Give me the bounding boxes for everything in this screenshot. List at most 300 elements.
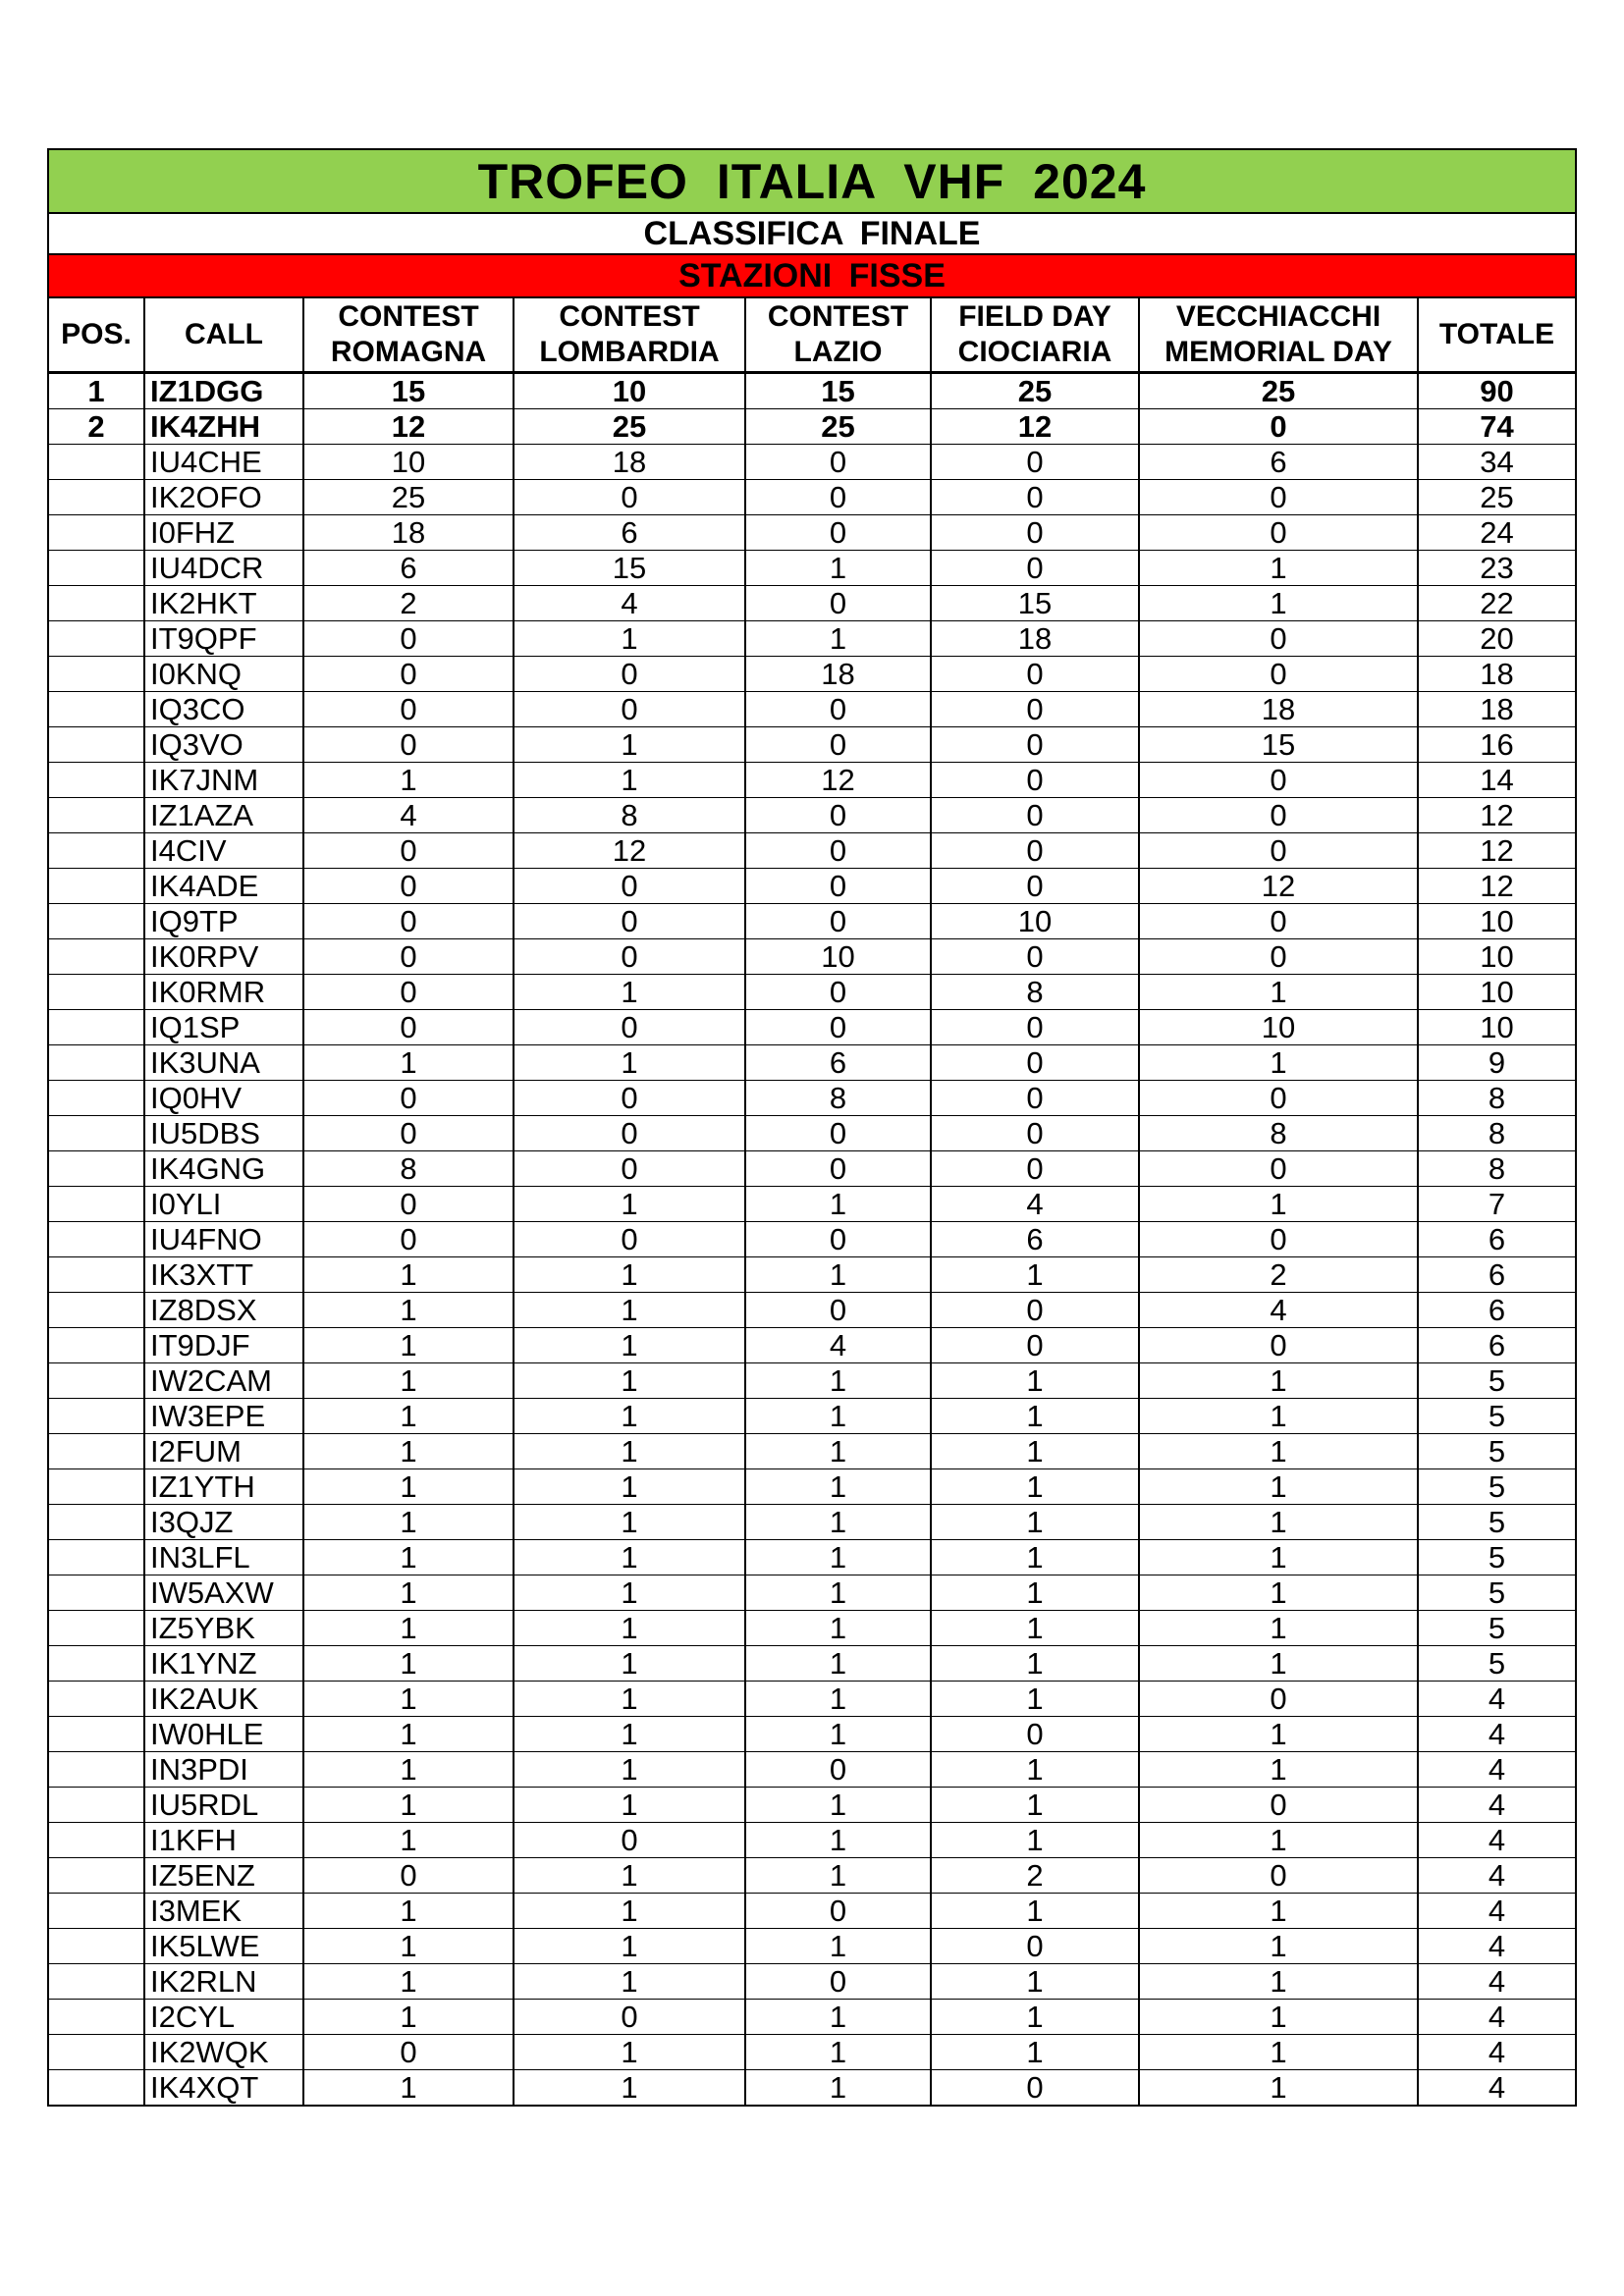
- score-vecchiacchi: 0: [1139, 1151, 1418, 1187]
- table-row: [49, 2000, 1575, 2035]
- score-lombardia: 1: [514, 2035, 745, 2070]
- call-cell: IK2HKT: [144, 586, 303, 621]
- table-row: [49, 975, 1575, 1010]
- score-vecchiacchi: 0: [1139, 657, 1418, 692]
- score-vecchiacchi: 18: [1139, 692, 1418, 727]
- score-ciociaria: 0: [931, 727, 1139, 763]
- score-vecchiacchi: 0: [1139, 833, 1418, 869]
- total-cell: 4: [1418, 2035, 1575, 2070]
- score-lazio: 25: [745, 409, 931, 445]
- score-vecchiacchi: 1: [1139, 1399, 1418, 1434]
- score-ciociaria: 0: [931, 939, 1139, 975]
- total-cell: 74: [1418, 409, 1575, 445]
- table-row: [49, 2035, 1575, 2070]
- call-cell: I2FUM: [144, 1434, 303, 1469]
- score-lazio: 0: [745, 1010, 931, 1045]
- score-lazio: 0: [745, 692, 931, 727]
- score-romagna: 1: [303, 1682, 514, 1717]
- pos-cell: [49, 1611, 144, 1646]
- pos-cell: [49, 692, 144, 727]
- table-row: [49, 1752, 1575, 1788]
- total-cell: 25: [1418, 480, 1575, 515]
- table-row: [49, 1646, 1575, 1682]
- score-vecchiacchi: 6: [1139, 445, 1418, 480]
- total-cell: 8: [1418, 1151, 1575, 1187]
- score-ciociaria: 0: [931, 833, 1139, 869]
- pos-cell: [49, 1399, 144, 1434]
- call-cell: IK0RMR: [144, 975, 303, 1010]
- call-cell: IQ3VO: [144, 727, 303, 763]
- table-row: [49, 586, 1575, 621]
- score-lombardia: 0: [514, 1116, 745, 1151]
- score-ciociaria: 6: [931, 1222, 1139, 1257]
- score-romagna: 0: [303, 1187, 514, 1222]
- table-row: [49, 1328, 1575, 1363]
- call-cell: I2CYL: [144, 2000, 303, 2035]
- table-row: [49, 1894, 1575, 1929]
- score-vecchiacchi: 1: [1139, 1752, 1418, 1788]
- call-cell: IK2AUK: [144, 1682, 303, 1717]
- score-vecchiacchi: 0: [1139, 1222, 1418, 1257]
- table-row: [49, 1964, 1575, 2000]
- score-ciociaria: 18: [931, 621, 1139, 657]
- pos-cell: [49, 1151, 144, 1187]
- score-ciociaria: 0: [931, 869, 1139, 904]
- table-row: [49, 480, 1575, 515]
- total-cell: 6: [1418, 1257, 1575, 1293]
- header-field-day-ciociaria: [931, 298, 1139, 373]
- page-subtitle: CLASSIFICA FINALE: [49, 214, 1575, 255]
- score-ciociaria: 0: [931, 445, 1139, 480]
- score-ciociaria: 1: [931, 1894, 1139, 1929]
- score-vecchiacchi: 1: [1139, 1434, 1418, 1469]
- score-vecchiacchi: 0: [1139, 939, 1418, 975]
- score-romagna: 0: [303, 727, 514, 763]
- score-ciociaria: 0: [931, 515, 1139, 551]
- score-romagna: 0: [303, 621, 514, 657]
- header-line: ROMAGNA: [330, 336, 487, 368]
- score-lazio: 0: [745, 975, 931, 1010]
- score-lombardia: 15: [514, 551, 745, 586]
- score-romagna: 0: [303, 1010, 514, 1045]
- score-romagna: 1: [303, 2000, 514, 2035]
- total-cell: 16: [1418, 727, 1575, 763]
- call-cell: IU4FNO: [144, 1222, 303, 1257]
- score-lazio: 1: [745, 1187, 931, 1222]
- score-lazio: 0: [745, 1116, 931, 1151]
- score-lombardia: 0: [514, 480, 745, 515]
- score-ciociaria: 1: [931, 1682, 1139, 1717]
- score-ciociaria: 1: [931, 1646, 1139, 1682]
- header-row: [49, 298, 1575, 373]
- table-row: [49, 2070, 1575, 2106]
- call-cell: IW0HLE: [144, 1717, 303, 1752]
- score-lombardia: 0: [514, 692, 745, 727]
- call-cell: IQ0HV: [144, 1081, 303, 1116]
- score-romagna: 1: [303, 1505, 514, 1540]
- call-cell: IK2WQK: [144, 2035, 303, 2070]
- total-cell: 5: [1418, 1434, 1575, 1469]
- score-lombardia: 1: [514, 1575, 745, 1611]
- score-lazio: 1: [745, 1858, 931, 1894]
- score-lazio: 12: [745, 763, 931, 798]
- score-vecchiacchi: 15: [1139, 727, 1418, 763]
- score-lombardia: 1: [514, 975, 745, 1010]
- total-cell: 8: [1418, 1081, 1575, 1116]
- table-row: [49, 657, 1575, 692]
- score-lombardia: 1: [514, 1328, 745, 1363]
- score-vecchiacchi: 0: [1139, 1081, 1418, 1116]
- score-ciociaria: 0: [931, 551, 1139, 586]
- score-ciociaria: 0: [931, 1151, 1139, 1187]
- header-line: CONTEST: [559, 300, 700, 333]
- header-call: CALL: [144, 298, 303, 373]
- table-row: [49, 1293, 1575, 1328]
- score-romagna: 0: [303, 657, 514, 692]
- score-lazio: 0: [745, 480, 931, 515]
- total-cell: 6: [1418, 1328, 1575, 1363]
- call-cell: I3MEK: [144, 1894, 303, 1929]
- pos-cell: [49, 1363, 144, 1399]
- score-ciociaria: 12: [931, 409, 1139, 445]
- score-vecchiacchi: 0: [1139, 798, 1418, 833]
- score-ciociaria: 1: [931, 1399, 1139, 1434]
- score-lazio: 0: [745, 727, 931, 763]
- score-ciociaria: 2: [931, 1858, 1139, 1894]
- score-romagna: 0: [303, 904, 514, 939]
- table-row: [49, 1399, 1575, 1434]
- pos-cell: [49, 1328, 144, 1363]
- pos-cell: [49, 1682, 144, 1717]
- score-lombardia: 1: [514, 1964, 745, 2000]
- pos-cell: [49, 1010, 144, 1045]
- total-cell: 4: [1418, 2000, 1575, 2035]
- call-cell: I0FHZ: [144, 515, 303, 551]
- score-vecchiacchi: 8: [1139, 1116, 1418, 1151]
- table-row: [49, 551, 1575, 586]
- score-vecchiacchi: 12: [1139, 869, 1418, 904]
- score-ciociaria: 0: [931, 480, 1139, 515]
- score-lombardia: 12: [514, 833, 745, 869]
- pos-cell: [49, 1257, 144, 1293]
- score-lombardia: 25: [514, 409, 745, 445]
- table-row: [49, 1010, 1575, 1045]
- call-cell: IQ1SP: [144, 1010, 303, 1045]
- score-romagna: 1: [303, 1752, 514, 1788]
- score-vecchiacchi: 0: [1139, 1788, 1418, 1823]
- score-lombardia: 1: [514, 1929, 745, 1964]
- score-ciociaria: 1: [931, 1575, 1139, 1611]
- score-vecchiacchi: 1: [1139, 1540, 1418, 1575]
- total-cell: 4: [1418, 1752, 1575, 1788]
- score-vecchiacchi: 1: [1139, 1646, 1418, 1682]
- score-ciociaria: 0: [931, 1010, 1139, 1045]
- pos-cell: [49, 586, 144, 621]
- table-row: [49, 1257, 1575, 1293]
- total-cell: 5: [1418, 1469, 1575, 1505]
- total-cell: 14: [1418, 763, 1575, 798]
- score-vecchiacchi: 1: [1139, 1929, 1418, 1964]
- total-cell: 10: [1418, 939, 1575, 975]
- score-romagna: 10: [303, 445, 514, 480]
- score-vecchiacchi: 1: [1139, 1964, 1418, 2000]
- total-cell: 34: [1418, 445, 1575, 480]
- total-cell: 5: [1418, 1575, 1575, 1611]
- score-romagna: 25: [303, 480, 514, 515]
- total-cell: 7: [1418, 1187, 1575, 1222]
- pos-cell: [49, 1788, 144, 1823]
- score-romagna: 0: [303, 1116, 514, 1151]
- total-cell: 20: [1418, 621, 1575, 657]
- score-ciociaria: 10: [931, 904, 1139, 939]
- score-romagna: 1: [303, 1788, 514, 1823]
- header-line: CONTEST: [767, 300, 909, 333]
- call-cell: I1KFH: [144, 1823, 303, 1858]
- score-ciociaria: 1: [931, 2000, 1139, 2035]
- call-cell: IN3LFL: [144, 1540, 303, 1575]
- call-cell: IU5RDL: [144, 1788, 303, 1823]
- call-cell: I0YLI: [144, 1187, 303, 1222]
- table-row: [49, 1151, 1575, 1187]
- score-romagna: 1: [303, 1646, 514, 1682]
- call-cell: IK3UNA: [144, 1045, 303, 1081]
- call-cell: IU4DCR: [144, 551, 303, 586]
- table-row: [49, 515, 1575, 551]
- pos-cell: [49, 1540, 144, 1575]
- score-ciociaria: 1: [931, 1964, 1139, 2000]
- table-row: [49, 1363, 1575, 1399]
- score-lombardia: 1: [514, 1363, 745, 1399]
- score-vecchiacchi: 0: [1139, 1328, 1418, 1363]
- call-cell: IZ5YBK: [144, 1611, 303, 1646]
- score-ciociaria: 1: [931, 1434, 1139, 1469]
- score-vecchiacchi: 1: [1139, 586, 1418, 621]
- pos-cell: [49, 763, 144, 798]
- table-row: [49, 409, 1575, 445]
- score-lombardia: 1: [514, 2070, 745, 2106]
- score-lazio: 1: [745, 2035, 931, 2070]
- score-lombardia: 0: [514, 904, 745, 939]
- pos-cell: [49, 1823, 144, 1858]
- score-vecchiacchi: 1: [1139, 2000, 1418, 2035]
- call-cell: IN3PDI: [144, 1752, 303, 1788]
- total-cell: 6: [1418, 1293, 1575, 1328]
- pos-cell: [49, 1752, 144, 1788]
- pos-cell: [49, 551, 144, 586]
- pos-cell: 1: [49, 373, 144, 409]
- score-lazio: 1: [745, 1434, 931, 1469]
- score-ciociaria: 0: [931, 657, 1139, 692]
- score-lazio: 0: [745, 1752, 931, 1788]
- score-lombardia: 1: [514, 1858, 745, 1894]
- score-ciociaria: 0: [931, 1328, 1139, 1363]
- pos-cell: [49, 657, 144, 692]
- score-lazio: 1: [745, 1505, 931, 1540]
- score-vecchiacchi: 0: [1139, 515, 1418, 551]
- header-line: LAZIO: [793, 336, 883, 368]
- total-cell: 5: [1418, 1646, 1575, 1682]
- score-romagna: 1: [303, 1434, 514, 1469]
- score-romagna: 1: [303, 1257, 514, 1293]
- score-lombardia: 1: [514, 1257, 745, 1293]
- table-row: [49, 1222, 1575, 1257]
- total-cell: 4: [1418, 1894, 1575, 1929]
- pos-cell: [49, 515, 144, 551]
- header-line: LOMBARDIA: [539, 336, 720, 368]
- table-row: [49, 1858, 1575, 1894]
- score-ciociaria: 0: [931, 763, 1139, 798]
- table-row: [49, 939, 1575, 975]
- table-body: [49, 373, 1575, 2106]
- call-cell: IK7JNM: [144, 763, 303, 798]
- table-row: [49, 692, 1575, 727]
- pos-cell: [49, 939, 144, 975]
- score-romagna: 1: [303, 1045, 514, 1081]
- call-cell: IU4CHE: [144, 445, 303, 480]
- score-lazio: 8: [745, 1081, 931, 1116]
- total-cell: 22: [1418, 586, 1575, 621]
- score-romagna: 0: [303, 869, 514, 904]
- score-ciociaria: 1: [931, 1257, 1139, 1293]
- total-cell: 4: [1418, 2070, 1575, 2106]
- score-vecchiacchi: 0: [1139, 409, 1418, 445]
- pos-cell: [49, 727, 144, 763]
- score-lazio: 0: [745, 515, 931, 551]
- score-romagna: 0: [303, 2035, 514, 2070]
- score-vecchiacchi: 10: [1139, 1010, 1418, 1045]
- score-vecchiacchi: 1: [1139, 2070, 1418, 2106]
- call-cell: IQ3CO: [144, 692, 303, 727]
- total-cell: 5: [1418, 1540, 1575, 1575]
- pos-cell: [49, 445, 144, 480]
- score-vecchiacchi: 0: [1139, 904, 1418, 939]
- total-cell: 12: [1418, 869, 1575, 904]
- pos-cell: [49, 621, 144, 657]
- score-lazio: 1: [745, 1929, 931, 1964]
- total-cell: 4: [1418, 1964, 1575, 2000]
- score-romagna: 1: [303, 1611, 514, 1646]
- score-lazio: 0: [745, 445, 931, 480]
- table-row: [49, 1575, 1575, 1611]
- score-lombardia: 0: [514, 657, 745, 692]
- score-lombardia: 1: [514, 1187, 745, 1222]
- score-vecchiacchi: 1: [1139, 1505, 1418, 1540]
- total-cell: 4: [1418, 1717, 1575, 1752]
- total-cell: 8: [1418, 1116, 1575, 1151]
- pos-cell: [49, 833, 144, 869]
- call-cell: IZ1YTH: [144, 1469, 303, 1505]
- score-romagna: 1: [303, 1293, 514, 1328]
- score-vecchiacchi: 0: [1139, 1858, 1418, 1894]
- table-header: [49, 298, 1575, 373]
- header-line: VECCHIACCHI: [1175, 300, 1381, 333]
- score-lombardia: 1: [514, 1752, 745, 1788]
- call-cell: IK0RPV: [144, 939, 303, 975]
- score-vecchiacchi: 0: [1139, 480, 1418, 515]
- score-romagna: 0: [303, 1081, 514, 1116]
- score-lazio: 1: [745, 1823, 931, 1858]
- call-cell: IQ9TP: [144, 904, 303, 939]
- score-lombardia: 1: [514, 1505, 745, 1540]
- call-cell: IZ1AZA: [144, 798, 303, 833]
- score-vecchiacchi: 1: [1139, 1575, 1418, 1611]
- score-ciociaria: 25: [931, 373, 1139, 409]
- score-lombardia: 1: [514, 1788, 745, 1823]
- score-romagna: 1: [303, 1575, 514, 1611]
- score-lazio: 1: [745, 1540, 931, 1575]
- score-romagna: 1: [303, 2070, 514, 2106]
- table-row: [49, 833, 1575, 869]
- table-row: [49, 1717, 1575, 1752]
- pos-cell: [49, 1964, 144, 2000]
- score-vecchiacchi: 0: [1139, 621, 1418, 657]
- pos-cell: [49, 1434, 144, 1469]
- table-row: [49, 727, 1575, 763]
- total-cell: 5: [1418, 1363, 1575, 1399]
- score-ciociaria: 1: [931, 1823, 1139, 1858]
- pos-cell: [49, 1858, 144, 1894]
- score-lombardia: 1: [514, 1894, 745, 1929]
- score-romagna: 1: [303, 1717, 514, 1752]
- table-row: [49, 1611, 1575, 1646]
- pos-cell: [49, 1894, 144, 1929]
- call-cell: IW3EPE: [144, 1399, 303, 1434]
- pos-cell: [49, 1045, 144, 1081]
- score-lombardia: 4: [514, 586, 745, 621]
- score-vecchiacchi: 25: [1139, 373, 1418, 409]
- score-ciociaria: 1: [931, 1540, 1139, 1575]
- score-lombardia: 1: [514, 621, 745, 657]
- score-vecchiacchi: 1: [1139, 1894, 1418, 1929]
- score-ciociaria: 1: [931, 1752, 1139, 1788]
- score-romagna: 0: [303, 975, 514, 1010]
- score-lombardia: 1: [514, 1469, 745, 1505]
- table-row: [49, 1434, 1575, 1469]
- total-cell: 4: [1418, 1929, 1575, 1964]
- header-contest-lombardia: [514, 298, 745, 373]
- total-cell: 18: [1418, 657, 1575, 692]
- score-ciociaria: 4: [931, 1187, 1139, 1222]
- score-romagna: 0: [303, 1858, 514, 1894]
- table-row: [49, 1505, 1575, 1540]
- call-cell: IW5AXW: [144, 1575, 303, 1611]
- score-lazio: 1: [745, 2070, 931, 2106]
- call-cell: IZ8DSX: [144, 1293, 303, 1328]
- total-cell: 9: [1418, 1045, 1575, 1081]
- score-lazio: 1: [745, 551, 931, 586]
- call-cell: IK2OFO: [144, 480, 303, 515]
- table-row: [49, 1081, 1575, 1116]
- score-ciociaria: 1: [931, 1363, 1139, 1399]
- score-romagna: 1: [303, 1399, 514, 1434]
- total-cell: 10: [1418, 1010, 1575, 1045]
- table-row: [49, 373, 1575, 409]
- table-row: [49, 1682, 1575, 1717]
- pos-cell: [49, 1081, 144, 1116]
- score-lombardia: 18: [514, 445, 745, 480]
- score-lazio: 1: [745, 1611, 931, 1646]
- section-header: STAZIONI FISSE: [49, 255, 1575, 298]
- pos-cell: [49, 904, 144, 939]
- score-lazio: 1: [745, 1469, 931, 1505]
- table-row: [49, 621, 1575, 657]
- header-line: FIELD DAY: [958, 300, 1111, 333]
- score-romagna: 1: [303, 1823, 514, 1858]
- standings-table: [49, 298, 1575, 2105]
- score-lazio: 6: [745, 1045, 931, 1081]
- pos-cell: 2: [49, 409, 144, 445]
- score-lazio: 0: [745, 798, 931, 833]
